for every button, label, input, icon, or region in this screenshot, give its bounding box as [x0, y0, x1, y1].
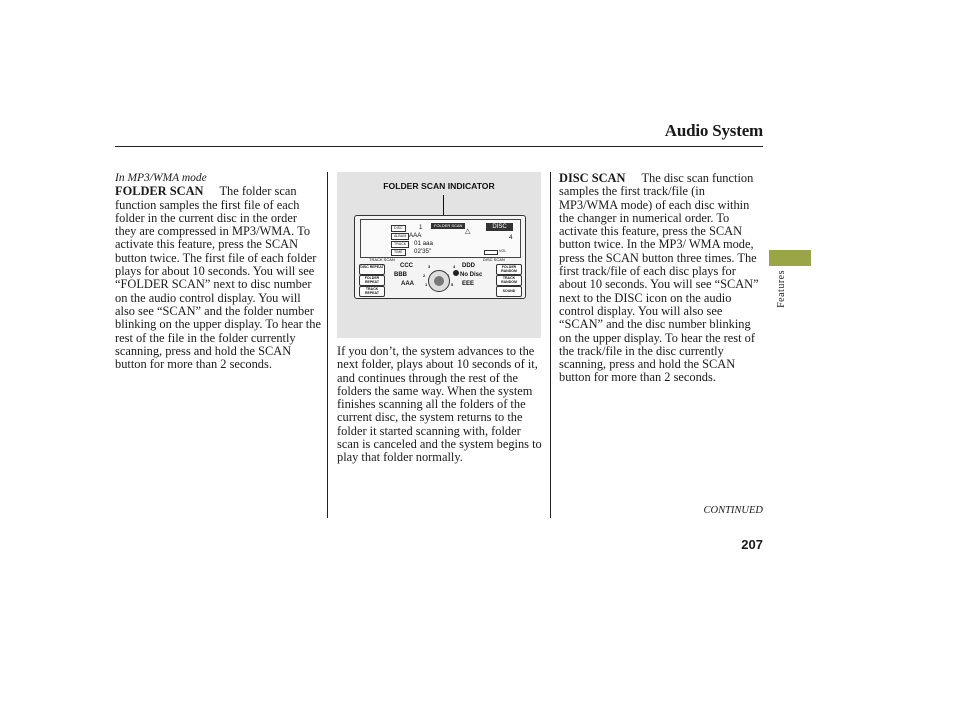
audio-control-panel [354, 215, 526, 299]
preset-1-number[interactable]: 1 [425, 282, 428, 287]
disc-indicator-icon [453, 270, 459, 276]
continued-note: CONTINUED [703, 505, 763, 516]
preset-4-number[interactable]: 4 [453, 264, 456, 269]
preset-3-name: CCC [400, 263, 413, 269]
column-divider-1 [327, 172, 328, 518]
folder-repeat-button[interactable]: FOLDER REPEAT [359, 275, 385, 286]
album-name: AAA [409, 232, 422, 239]
folder-scan-continued-body: If you don’t, the system advances to the next folder, plays about 10 seconds of it, and continues through the rest of the folders the same way. When the system finishes scanning all the folders of the current disc, the system returns to the folder it started scanning with, folder scan is canceled and the system begins to play that folder normally. [337, 344, 542, 465]
disc-scan-body: The disc scan function samples the first track/file (in MP3/WMA mode) of each disc within the changer in numerical order. To activate this feature, press the SCAN button twice. In the MP3/ WMA mode, press the SCAN button three times. The first track/file of each disc plays for about 10 seconds. You will see “SCAN” next to the DISC icon on the audio control display. You will also see “SCAN” and the disc number blinking on the upper display. To hear the rest of the track/file in the disc currently scanning, press and hold the SCAN button for more than 2 seconds. [559, 171, 759, 385]
preset-2-name: BBB [394, 272, 407, 278]
track-random-button[interactable]: TRACK RANDOM [496, 275, 522, 286]
album-label: ALBUM [391, 233, 409, 240]
column-folder-scan-continued [337, 345, 543, 465]
folder-scan-tag: FOLDER SCAN [431, 223, 465, 229]
disc-scan-heading: DISC SCAN [559, 171, 626, 185]
sound-button[interactable]: SOUND [496, 286, 522, 297]
disc-number: 1 [419, 224, 423, 231]
disc-scan-label: DISC SCAN [483, 257, 505, 262]
volume-bar [484, 250, 498, 255]
track-label: TRACK [391, 241, 409, 248]
disc-repeat-button[interactable]: DISC REPEAT [359, 264, 385, 275]
column-disc-scan [559, 172, 765, 385]
preset-4-name: DDD [462, 263, 475, 269]
track-name: 01 aaa [414, 240, 433, 247]
folder-scan-paragraph [115, 185, 321, 371]
page-title: Audio System [664, 121, 763, 140]
section-tab [769, 250, 811, 266]
section-label: Features [776, 270, 787, 308]
track-repeat-button[interactable]: TRACK REPEAT [359, 286, 385, 297]
folder-scan-figure [337, 172, 541, 338]
preset-3-number[interactable]: 3 [428, 264, 431, 269]
preset-2-number[interactable]: 2 [423, 273, 426, 278]
folder-scan-body: The folder scan function samples the first file of each folder in the current disc in the order they are compressed in MP3/WMA. To activate this feature, press the SCAN button twice. The first file of each folder plays for about 10 seconds. You will see “FOLDER SCAN” next to disc number on the audio control display. You will also see “SCAN” and the folder number blinking on the upper display. To hear the rest of the file in the folder currently scanning, press and hold the SCAN button for more than 2 seconds. [115, 184, 321, 372]
time-label: TIME [391, 249, 406, 256]
volume-label: VOL [499, 249, 507, 253]
mode-note: In MP3/WMA mode [115, 172, 207, 184]
folder-scan-heading: FOLDER SCAN [115, 184, 204, 199]
track-scan-label: TRACK SCAN [369, 257, 395, 262]
disc-tag: DISC [486, 223, 513, 231]
title-rule [115, 146, 763, 147]
preset-5-number[interactable]: 5 [451, 282, 454, 287]
column-divider-2 [550, 172, 551, 518]
disc-scan-paragraph [559, 172, 765, 385]
preset-5-name: EEE [462, 281, 475, 287]
figure-caption: FOLDER SCAN INDICATOR [383, 181, 495, 191]
preset-6-name: No Disc [460, 272, 483, 278]
disc-count: 4 [509, 234, 513, 241]
knob-center [434, 276, 444, 286]
column-folder-scan [115, 172, 321, 371]
preset-1-name: AAA [401, 281, 414, 287]
eject-icon: △ [465, 228, 471, 235]
audio-display [360, 219, 521, 258]
volume-knob[interactable] [428, 270, 450, 292]
play-time: 02'35" [414, 248, 432, 255]
folder-random-button[interactable]: FOLDER RANDOM [496, 264, 522, 275]
disc-label: DISC [391, 225, 406, 232]
page-number: 207 [741, 537, 763, 552]
